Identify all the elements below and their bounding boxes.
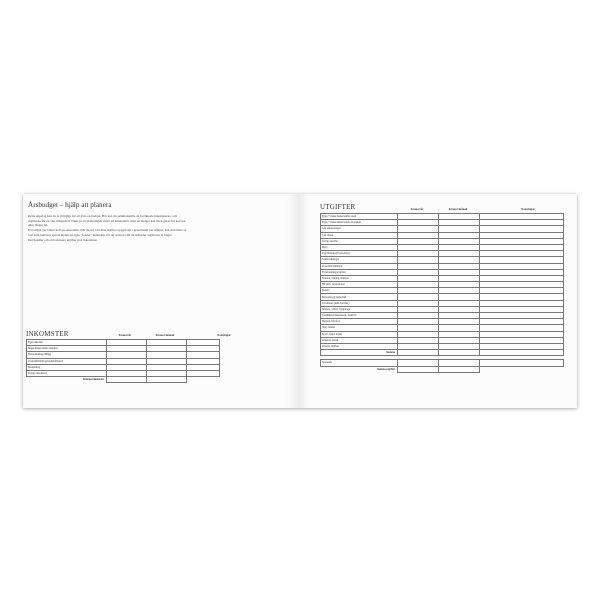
expenses-sum-row — [321, 366, 564, 372]
expenses-col-noteringar: Noteringar — [521, 207, 535, 211]
expenses-summa-label: Summa — [321, 350, 398, 356]
income-col-kronor-ar: Kronor/år — [118, 333, 132, 337]
row-label: Maka/make/sambo inkomst — [27, 346, 107, 352]
intro-paragraph-2: En budget ger bättre koll på ekonomin. När du ser vad dina utgifter uppgår till i genomsnitt per månad, kan du lättare se vart som behöver sparas undan på egna "fonder" månaden, för att sedan ta till de månader utgifterna är högre. — [28, 228, 187, 237]
row-label: Lån räntor — [321, 232, 398, 238]
expenses-table — [320, 213, 564, 373]
expenses-sum-manad[interactable] — [439, 366, 480, 372]
expenses-sum-label: Summa utgifter — [376, 367, 395, 371]
row-label: Hygien, hårvård — [321, 319, 398, 325]
row-label: Städare, vatten, hyrgarage — [321, 306, 398, 312]
income-sum-row — [27, 377, 220, 383]
row-label: Uppvärmning/bostadsavg. — [321, 251, 398, 257]
row-label: Personförsäkringar — [321, 263, 398, 269]
intro-text — [28, 214, 190, 242]
row-label: Underhållsbidrag/underhållsstöd — [27, 358, 107, 364]
spine-shadow-right — [300, 194, 310, 408]
spine-shadow-left — [286, 194, 300, 408]
row-label: Bensin — [321, 288, 398, 294]
expenses-section-title: UTGIFTER — [320, 203, 356, 211]
income-col-noteringar: Noteringar — [217, 333, 231, 337]
left-page — [23, 194, 300, 408]
row-label: Övriga inkomster — [27, 370, 107, 376]
right-page — [300, 194, 577, 408]
row-label: Skor, kläder — [321, 325, 398, 331]
income-sum-label: Summa inkomster — [82, 378, 104, 382]
row-label: Bil/drift, reparationer — [321, 282, 398, 288]
intro-paragraph-3: Det handlar om att balansera utgifter mot inkomsten. — [28, 237, 98, 242]
page-title: Årsbudget – hjälp att planera — [28, 201, 112, 209]
income-sum-spacer — [187, 377, 220, 383]
row-label: Barnomsorg/underhåll — [321, 294, 398, 300]
row-label: Hyra — [321, 244, 398, 250]
row-label: Diverse utgifter — [321, 343, 398, 349]
row-label: Lån amorteringar — [321, 226, 398, 232]
row-label: Barnbidrag — [27, 364, 107, 370]
open-booklet — [23, 194, 577, 408]
expenses-sum-ar[interactable] — [398, 366, 439, 372]
row-label: Sport, fritid, nöjen — [321, 331, 398, 337]
row-label: Fackföreningsavgifter — [321, 269, 398, 275]
row-label: Egen + maka/make/sambo kvarskatt — [321, 220, 398, 226]
row-label: Bostadsbidrag/tillägg — [27, 352, 107, 358]
income-table — [26, 339, 220, 383]
expenses-col-kronor-manad: Kronor/månad — [448, 207, 468, 211]
intro-paragraph-1: Detta uppslag kan du ta till hjälp för att göra en budget. Här kan du sammanställa de beräknade inkomsterna, och utgifterna för en viss tidsperiod. Tänk på att planeringen avser ett kalenderår, men en budget kan även göras för kortare eller längre tid. — [28, 214, 186, 228]
income-col-kronor-manad: Kronor/månad — [155, 333, 175, 337]
row-label: Alkohol, tobak — [321, 337, 398, 343]
row-label: Sakförsäkringar — [321, 257, 398, 263]
row-label: Livsmedel (inkl. luncher) — [321, 300, 398, 306]
expenses-sum-spacer — [480, 366, 564, 372]
income-section-title: INKOMSTER — [26, 330, 69, 338]
row-label: Egen + maka/make/sambo skatt — [321, 214, 398, 220]
row-label: Telefon, tidning, Internet — [321, 275, 398, 281]
row-label: Egen inkomst — [27, 340, 107, 346]
income-sum-ar[interactable] — [107, 377, 147, 383]
row-label: Övriga skulder — [321, 238, 398, 244]
sparande-label: Sparande — [321, 360, 398, 366]
row-label: Tandläkare/läkarbesök, medicin — [321, 313, 398, 319]
income-sum-manad[interactable] — [147, 377, 187, 383]
expenses-col-kronor-ar: Kronor/år — [410, 207, 424, 211]
